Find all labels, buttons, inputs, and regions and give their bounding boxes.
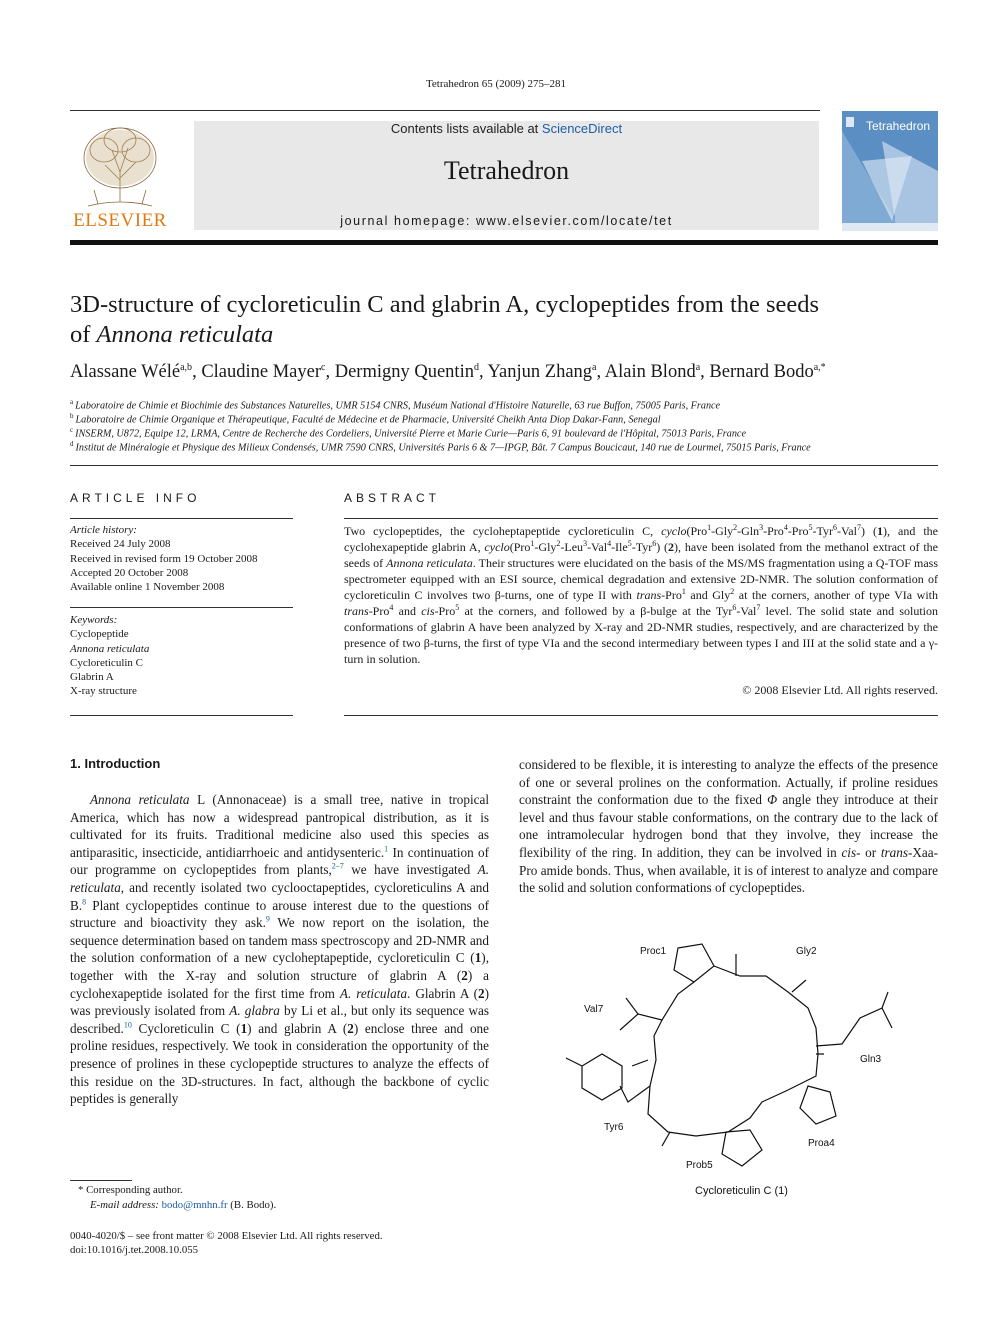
abstract-rule bbox=[344, 518, 938, 519]
intro-paragraph-left: Annona reticulata L (Annonaceae) is a small tree, native in tropical America, which has now a widespread pantropical distribution, as it is cultivated for its fruits. Traditional medicine also used this species as antiparasitic, insecticide, antidiarrhoeic and antidysenteric.$^1$ In continuation of our programme on cyclopeptides from plants,$^{2-7}$ we have investigated A. reticulata, and recently isolated two cyclooctapeptides, cycloreticulins A and B.$^8$ Plant cyclopeptides continue to arouse interest due to the questions of structure and bioactivity they ask.$^9$ We now report on the isolation, the sequence determination based on tandem mass spectroscopy and 2D-NMR and the solution conformation of a new cycloheptapeptide, cycloreticulin C (1), together with the X-ray and solution structure of glabrin A (2) a cyclohexapeptide isolated for the first time from A. reticulata. Glabrin A (2) was previously isolated from A. glabra by Li et al., but only its sequence was described.$^{10}$ Cycloreticulin C (1) and glabrin A (2) enclose three and one proline residues, respectively. We took in consideration the opportunity of the presence of prolines in these cyclopeptide structures to analyze the effects of this residue on the 3D-structures. In fact, although the backbone of cyclic peptides is generally bbox=[70, 792, 490, 1107]
keyword: Cycloreticulin C bbox=[70, 656, 144, 669]
author[interactable] bbox=[709, 362, 825, 382]
author-affiliation-mark[interactable]: a bbox=[695, 362, 701, 373]
email-suffix: (B. Bodo). bbox=[227, 1199, 277, 1211]
history-item: Received in revised form 19 October 2008 bbox=[70, 552, 258, 565]
affiliation-text: Institut de Minéralogie et Physique des Milieux Condensés, UMR 7590 CNRS, Universités Paris 6 & 7—IPGP, Bât. 7 Campus Boucicaut, 140 rue de Lourmel, 75015 Paris, France bbox=[75, 442, 811, 454]
history-item: Accepted 20 October 2008 bbox=[70, 566, 189, 579]
keyword: Annona reticulata bbox=[70, 642, 150, 655]
author-name: Alain Blond bbox=[604, 362, 696, 383]
contents-line bbox=[194, 121, 819, 136]
history-item: Available online 1 November 2008 bbox=[70, 581, 225, 594]
affiliation-key: c bbox=[70, 426, 74, 434]
author-affiliation-mark[interactable]: c bbox=[321, 362, 326, 373]
copyright-notice: © 2008 Elsevier Ltd. All rights reserved. bbox=[742, 683, 938, 697]
author-separator: , bbox=[596, 362, 605, 383]
intro-paragraph-right: considered to be flexible, it is interesting to analyze the effects of the presence of one or several prolines on the conformation. Actually, if proline residues constraint the conformation due to the fixed Φ angle they introduce at their level and thus favour stable conformations, on the contrary due to the lack of one intramolecular hydrogen bond that they involve, they increase the flexibility of the ring. In addition, they can be involved in cis- or trans-Xaa-Pro amide bonds. Thus, when available, it is of interest to analyze and compare the solid and solution conformations of cyclopeptides. bbox=[519, 757, 938, 896]
header-bottom-rule bbox=[70, 240, 938, 245]
author[interactable] bbox=[201, 362, 334, 382]
residue-label: Val7 bbox=[584, 1004, 604, 1015]
keywords-label: Keywords: bbox=[70, 614, 118, 626]
cycloreticulin-structure-figure bbox=[530, 936, 930, 1206]
article-info-rule bbox=[70, 518, 293, 519]
affiliation-text: INSERM, U872, Equipe 12, LRMA, Centre de Recherche des Cordeliers, Université Pierre et Marie Curie—Paris 6, 91 boulevard de l'Hôpital, 75013 Paris, France bbox=[75, 428, 746, 440]
title-line-2-prefix: of bbox=[70, 321, 97, 348]
keywords bbox=[70, 613, 294, 699]
issn-doi bbox=[70, 1229, 383, 1257]
abstract-bottom-rule bbox=[344, 715, 938, 716]
email-label: E-mail address: bbox=[90, 1199, 159, 1211]
author-list bbox=[70, 362, 950, 383]
title-line-2 bbox=[70, 320, 930, 350]
header-top-rule bbox=[70, 110, 820, 111]
author-affiliation-mark[interactable]: a bbox=[592, 362, 597, 373]
author[interactable] bbox=[70, 362, 201, 382]
author-name: Bernard Bodo bbox=[709, 362, 814, 383]
author[interactable] bbox=[605, 362, 710, 382]
issn-line: 0040-4020/$ – see front matter © 2008 Elsevier Ltd. All rights reserved. bbox=[70, 1230, 383, 1242]
keyword: Cyclopeptide bbox=[70, 628, 129, 641]
history-item: Received 24 July 2008 bbox=[70, 538, 171, 551]
affiliation-rule bbox=[70, 465, 938, 466]
cover-title: Tetrahedron bbox=[866, 119, 931, 133]
author-name: Alassane Wélé bbox=[70, 362, 181, 383]
keyword: Glabrin A bbox=[70, 671, 114, 684]
affiliation-key: a bbox=[70, 398, 74, 406]
footnote-rule bbox=[70, 1180, 132, 1181]
residue-label: Proc1 bbox=[640, 946, 667, 957]
residue-label: Prob5 bbox=[686, 1160, 713, 1171]
keywords-rule bbox=[70, 607, 293, 608]
author-affiliation-mark[interactable]: a,b bbox=[180, 362, 193, 373]
sciencedirect-link[interactable]: ScienceDirect bbox=[541, 121, 623, 136]
author[interactable] bbox=[488, 362, 605, 382]
affiliation bbox=[70, 437, 950, 455]
chemical-structure-icon bbox=[530, 936, 930, 1206]
section-heading: 1. Introduction bbox=[70, 756, 161, 771]
residue-label: Proa4 bbox=[808, 1138, 835, 1149]
residue-label: Gly2 bbox=[796, 946, 817, 957]
author-name: Yanjun Zhang bbox=[487, 362, 593, 383]
figure-caption: Cycloreticulin C (1) bbox=[695, 1185, 788, 1197]
paper-title bbox=[70, 290, 930, 350]
publisher-name: ELSEVIER bbox=[73, 210, 167, 231]
elsevier-logo[interactable] bbox=[70, 120, 170, 232]
author-affiliation-mark[interactable]: d bbox=[473, 362, 479, 373]
doi-link[interactable]: doi:10.1016/j.tet.2008.10.055 bbox=[70, 1244, 199, 1256]
title-species: Annona reticulata bbox=[96, 321, 274, 348]
email-link[interactable]: bodo@mnhn.fr bbox=[161, 1199, 228, 1211]
author-affiliation-mark[interactable]: a,* bbox=[813, 362, 826, 373]
author-name: Claudine Mayer bbox=[201, 362, 322, 383]
affiliation-text: Laboratoire de Chimie Organique et Thérapeutique, Faculté de Médecine et de Pharmacie, Université Cheikh Anta Diop Dakar-Fann, Senegal bbox=[75, 414, 661, 426]
footnote-email bbox=[90, 1198, 509, 1213]
author[interactable] bbox=[335, 362, 488, 382]
journal-title: Tetrahedron bbox=[443, 156, 570, 185]
keyword: X-ray structure bbox=[70, 685, 137, 698]
footnote-corresponding: * Corresponding author. bbox=[78, 1184, 183, 1196]
article-info-heading: ARTICLE INFO bbox=[70, 491, 201, 505]
journal-cover[interactable] bbox=[842, 111, 938, 231]
journal-homepage[interactable]: journal homepage: www.elsevier.com/locate/tet bbox=[340, 214, 673, 228]
residue-label: Gln3 bbox=[860, 1054, 882, 1065]
title-line-1: 3D-structure of cycloreticulin C and glabrin A, cyclopeptides from the seeds bbox=[70, 291, 820, 318]
author-separator: , bbox=[478, 362, 488, 383]
author-separator: , bbox=[700, 362, 710, 383]
affiliation-key: b bbox=[70, 412, 74, 420]
history-label: Article history: bbox=[70, 524, 137, 536]
affiliation-text: Laboratoire de Chimie et Biochimie des Substances Naturelles, UMR 5154 CNRS, Muséum National d'Histoire Naturelle, 63 rue Buffon, 75005 Paris, France bbox=[75, 400, 721, 412]
affiliation-key: d bbox=[70, 440, 74, 448]
article-info-bottom-rule bbox=[70, 715, 293, 716]
contents-prefix: Contents lists available at bbox=[390, 121, 542, 136]
article-history bbox=[70, 523, 294, 594]
journal-citation: Tetrahedron 65 (2009) 275–281 bbox=[425, 78, 567, 90]
author-name: Dermigny Quentin bbox=[334, 362, 474, 383]
residue-label: Tyr6 bbox=[604, 1122, 624, 1133]
author-separator: , bbox=[325, 362, 335, 383]
abstract-text: Two cyclopeptides, the cycloheptapeptide cycloreticulin C, cyclo(Pro$^1$-Gly$^2$-Gln$^3$-Pro$^4$-Pro$^5$-Tyr$^6$-Val$^7$) (1), and the cyclohexapeptide glabrin A, cyclo(Pro$^1$-Gly$^2$-Leu$^3$-Val$^4$-Ile$^5$-Tyr$^6$) (2), have been isolated from the methanol extract of the seeds of Annona reticulata. Their structures were elucidated on the basis of the MS/MS fragmentation using a Q-TOF mass spectrometer equipped with an ESI source, chemical degradation and extensive 2D-NMR. The solution conformation of cycloreticulin C involves two β-turns, one of type II with trans-Pro$^1$ and Gly$^2$ at the corners, another of type VIa with trans-Pro$^4$ and cis-Pro$^5$ at the corners, and followed by a β-bulge at the Tyr$^6$-Val$^7$ level. The solid state and solution conformations of glabrin A have been analyzed by X-ray and 2D-NMR studies, respectively, and are characterized by the presence of two β-turns, the first of type VIa and the second intermediary between types I and III at the solid state and a γ-turn in solution. bbox=[344, 523, 938, 666]
abstract-heading: ABSTRACT bbox=[344, 491, 441, 505]
author-separator: , bbox=[192, 362, 202, 383]
